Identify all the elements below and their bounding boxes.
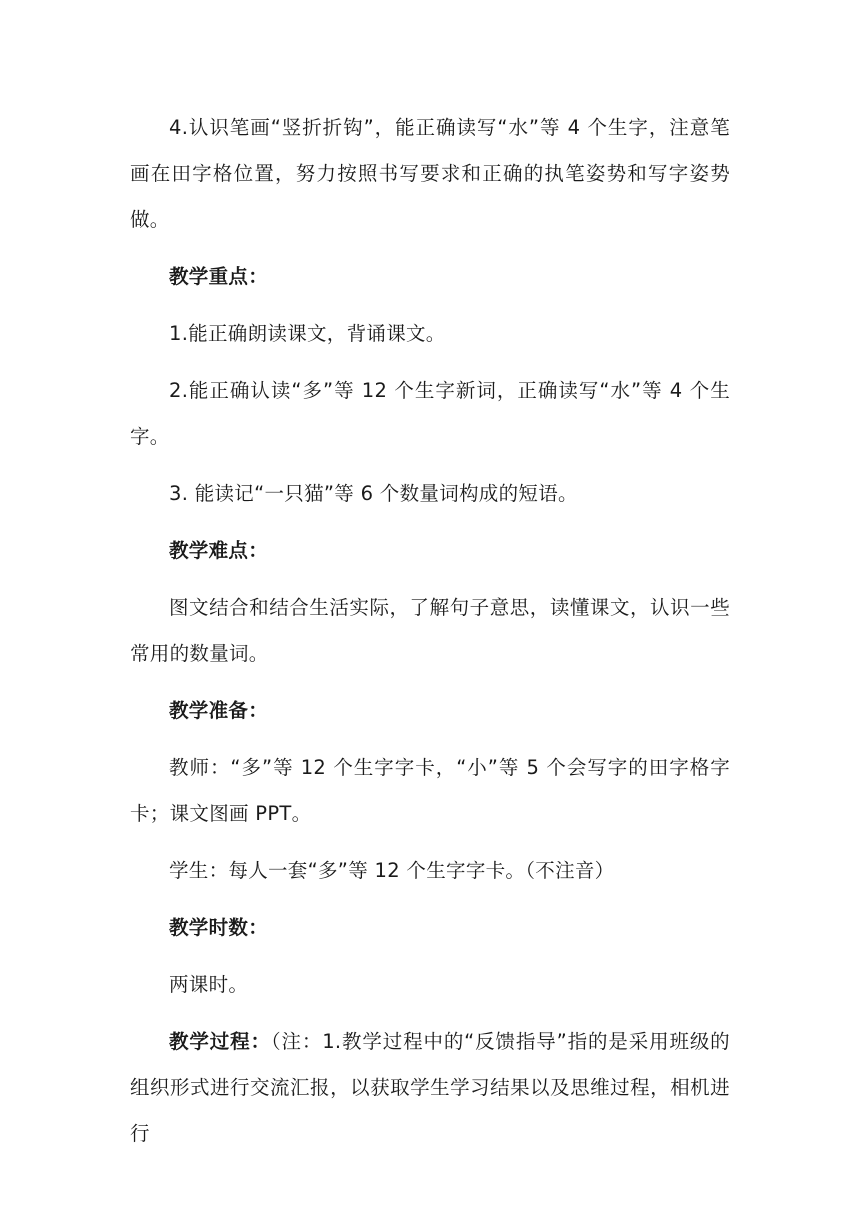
difficulty-1: 图文结合和结合生活实际，了解句子意思，读懂课文，认识一些常用的数量词。	[130, 596, 730, 665]
key-point-2: 2.能正确认读“多”等 12 个生字新词，正确读写“水”等 4 个生字。	[130, 379, 730, 448]
process-note: （注：1.教学过程中的“反馈指导”指的是采用班级的组织形式进行交流汇报，以获取学生学习结果以及思维过程，相机进行	[130, 1030, 730, 1145]
key-points-heading: 教学重点：	[169, 265, 269, 288]
process-paragraph	[130, 1019, 730, 1157]
preparation-heading: 教学准备：	[169, 699, 269, 722]
difficulties-heading: 教学难点：	[169, 539, 269, 562]
objective-4: 4.认识笔画“竖折折钩”，能正确读写“水”等 4 个生字，注意笔画在田字格位置，努力按照书写要求和正确的执笔姿势和写字姿势做。	[130, 116, 730, 231]
preparation-student: 学生：每人一套“多”等 12 个生字字卡。（不注音）	[169, 859, 615, 882]
hours-value: 两课时。	[169, 973, 249, 996]
preparation-teacher: 教师：“多”等 12 个生字字卡，“小”等 5 个会写字的田字格字卡；课文图画 PPT。	[130, 756, 730, 825]
document-page	[130, 105, 730, 1168]
hours-heading: 教学时数：	[169, 916, 269, 939]
process-label: 教学过程：	[169, 1030, 271, 1053]
key-point-3: 3. 能读记“一只猫”等 6 个数量词构成的短语。	[169, 482, 578, 505]
key-point-1: 1.能正确朗读课文，背诵课文。	[169, 322, 446, 345]
